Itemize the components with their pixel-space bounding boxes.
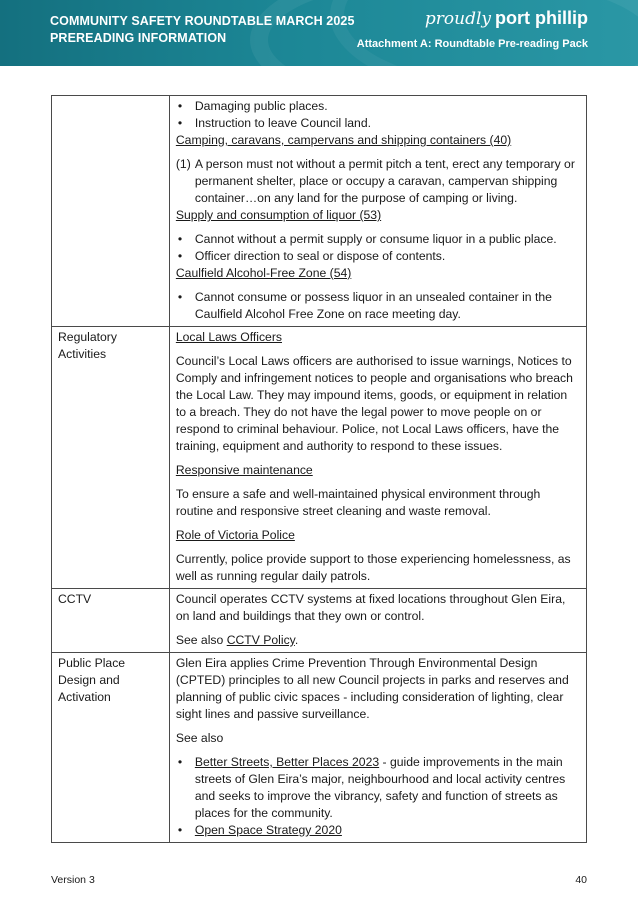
section-heading-officers: Local Laws Officers xyxy=(175,330,282,344)
paragraph: Council’s Local Laws officers are authorised to issue warnings, Notices to Comply and infringement notices to people and organisations who breach the Local Law. They may impound items, goods, or equipment in relation to a breach. They do not have the legal power to move people on or respond to criminal behaviour. Police, not Local Laws officers, have the training, equipment and authority to respond to these issues. xyxy=(175,354,573,453)
logo-script-text: proudly xyxy=(424,9,492,29)
bullet-list xyxy=(176,231,580,265)
paragraph: To ensure a safe and well-maintained physical environment through routine and responsive street cleaning and waste removal. xyxy=(175,487,541,518)
table-row xyxy=(52,653,587,843)
list-item: • Cannot consume or possess liquor in an unsealed container in the Caulfield Alcohol Free Zone on race meeting day. xyxy=(176,289,580,323)
bullet-list xyxy=(176,98,580,132)
attachment-label: Attachment A: Roundtable Pre-reading Pack xyxy=(356,38,588,50)
list-item: • Damaging public places. xyxy=(176,98,580,115)
row-label xyxy=(52,96,170,327)
row-content xyxy=(169,653,586,843)
paragraph: Currently, police provide support to those experiencing homelessness, as well as running regular daily patrols. xyxy=(175,552,571,583)
list-item: • Officer direction to seal or dispose of contents. xyxy=(176,248,580,265)
list-item: • Cannot without a permit supply or consume liquor in a public place. xyxy=(176,231,580,248)
row-label xyxy=(52,327,170,589)
page-number: 40 xyxy=(575,874,587,886)
see-also-line xyxy=(176,632,580,649)
clause-number: (1) xyxy=(175,157,191,171)
row-label-line: Activation xyxy=(58,690,111,704)
table-row xyxy=(52,589,587,653)
row-label: CCTV xyxy=(52,589,170,653)
list-item xyxy=(176,754,580,822)
clause-text: A person must not without a permit pitch a tent, erect any temporary or permanent shelter, place or occupy a caravan, campervan shipping container…on any land for the purpose of camping or living. xyxy=(194,157,575,205)
row-content xyxy=(169,589,586,653)
title-line-1: COMMUNITY SAFETY ROUNDTABLE MARCH 2025 xyxy=(50,14,355,28)
open-space-strategy-link[interactable]: Open Space Strategy 2020 xyxy=(194,823,342,837)
row-label-line: Public Place xyxy=(58,656,126,670)
table-row xyxy=(52,327,587,589)
numbered-clause xyxy=(176,156,580,207)
list-item: • Instruction to leave Council land. xyxy=(176,115,580,132)
port-phillip-logo xyxy=(425,7,588,30)
row-label-line: Activities xyxy=(58,347,107,361)
section-heading-maintenance: Responsive maintenance xyxy=(175,463,313,477)
section-heading-caulfield: Caulfield Alcohol-Free Zone (54) xyxy=(175,266,352,280)
policy-table xyxy=(51,95,587,843)
bullet-list xyxy=(176,289,580,323)
better-streets-link[interactable]: Better Streets, Better Places 2023 xyxy=(194,755,380,769)
row-label xyxy=(52,653,170,843)
section-heading-camping: Camping, caravans, campervans and shipping containers (40) xyxy=(175,133,512,147)
list-item xyxy=(176,822,580,839)
section-heading-police: Role of Victoria Police xyxy=(175,528,295,542)
page-header xyxy=(0,0,638,66)
paragraph: Council operates CCTV systems at fixed locations throughout Glen Eira, on land and buildings that they own or control. xyxy=(175,592,566,623)
version-label: Version 3 xyxy=(51,874,95,886)
document-title xyxy=(50,13,355,47)
row-label-line: Design and xyxy=(58,673,120,687)
bullet-list xyxy=(176,754,580,839)
link-description: - guide improvements in the main streets of Glen Eira’s major, neighbourhood and local activity centres and seeks to improve the vibrancy, safety and function of streets as places for the community. xyxy=(194,755,566,820)
see-also-text: See also xyxy=(175,633,227,647)
row-content xyxy=(169,96,586,327)
section-heading-liquor: Supply and consumption of liquor (53) xyxy=(175,208,382,222)
logo-bold-text: port phillip xyxy=(495,8,588,28)
table-row xyxy=(52,96,587,327)
title-line-2: PREREADING INFORMATION xyxy=(50,31,227,45)
paragraph: Glen Eira applies Crime Prevention Through Environmental Design (CPTED) principles to all new Council projects in parks and reserves and planning of public civic spaces - including consideration of lighting, clear sight lines and passive surveillance. xyxy=(175,656,569,721)
cctv-policy-link[interactable]: CCTV Policy xyxy=(226,633,295,647)
punctuation: . xyxy=(294,633,299,647)
row-content xyxy=(169,327,586,589)
see-also-text: See also xyxy=(175,731,224,745)
row-label-line: Regulatory xyxy=(58,330,117,344)
